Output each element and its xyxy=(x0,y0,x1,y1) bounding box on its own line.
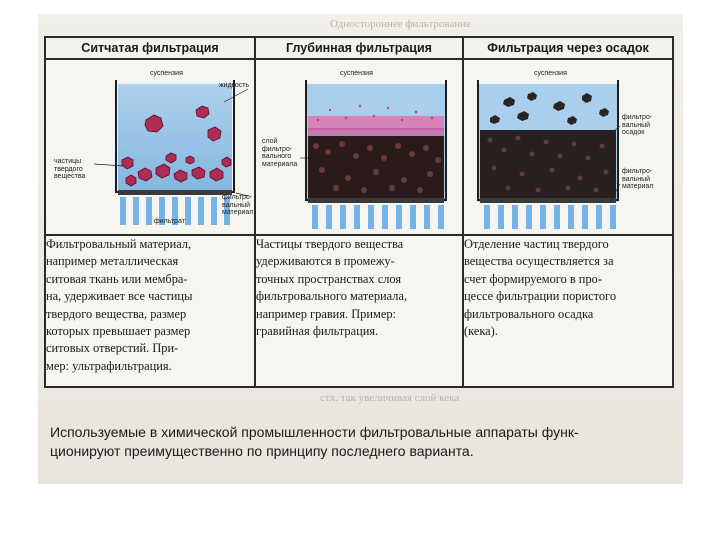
description-depth-filtration: Частицы твердого вещества удерживаются в промежу- точных пространствах слоя фильтровального материала, например гравия. Пример: гравийная фильтрация. xyxy=(255,235,463,387)
filtration-table xyxy=(44,36,674,388)
label-solid-particles: частицы твердого вещества xyxy=(54,158,86,181)
label-suspension: суспензия xyxy=(340,70,373,77)
label-suspension: суспензия xyxy=(150,70,183,77)
bleed-through-text: стх. так увеличивая слой кека xyxy=(320,392,460,404)
label-suspension: суспензия xyxy=(534,70,567,77)
diagram-depth-filtration xyxy=(255,59,463,235)
label-filter-material: фильтро- вальный материал xyxy=(222,194,254,217)
label-filter-material: фильтро- вальный материал xyxy=(622,168,654,191)
caption-paragraph: Используемые в химической промышленности фильтровальные аппараты функ- ционируют преимущественно по принципу последнего варианта. xyxy=(50,424,579,459)
description-cake-filtration: Отделение частиц твердого вещества осуществляется за счет формируемого в про- цессе фильтрации пористого фильтровального осадка (кека). xyxy=(463,235,673,387)
diagram-cake-filtration xyxy=(463,59,673,235)
label-liquid: жидкость xyxy=(219,82,250,89)
header-depth-filtration: Глубинная фильтрация xyxy=(255,37,463,59)
header-cake-filtration: Фильтрация через осадок xyxy=(463,37,673,59)
label-filtrate: фильтрат xyxy=(154,218,185,225)
label-filter-material-layer: слой фильтро- вального материала xyxy=(262,138,298,168)
diagram-sieve-filtration xyxy=(45,59,255,235)
description-sieve-filtration: Фильтровальный материал, например металлическая ситовая ткань или мембра- на, удерживает все частицы твердого вещества, размер которых превышает размер ситовых отверстий. При- мер: ультрафильтрация. xyxy=(45,235,255,387)
bleed-through-text: Одностороннее фильтрование xyxy=(330,18,472,30)
label-filter-cake: фильтро- вальный осадок xyxy=(622,114,653,137)
header-sieve-filtration: Ситчатая фильтрация xyxy=(45,37,255,59)
